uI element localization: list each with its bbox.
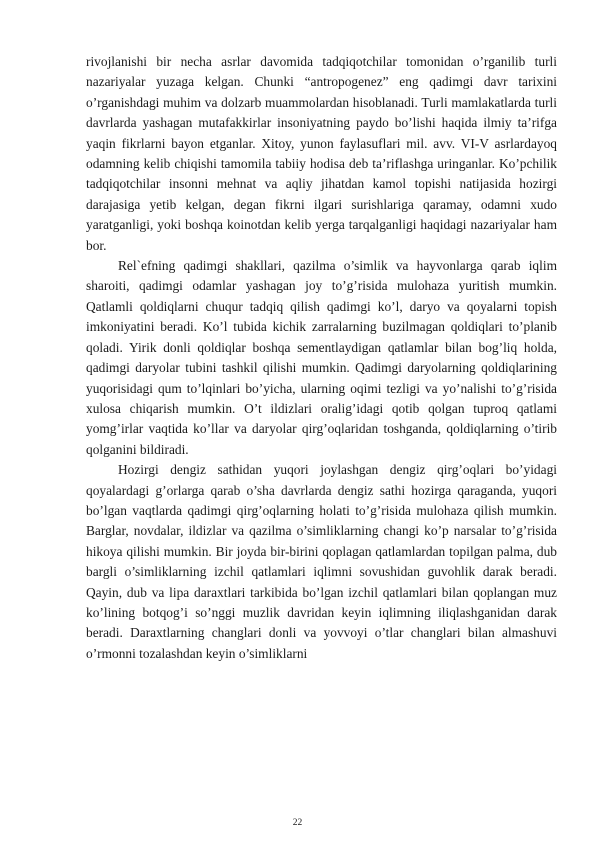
paragraph-3: Hozirgi dengiz sathidan yuqori joylashgan dengiz qirg’oqlari bo’yidagi qoyalardagi g’orlarga qarab o’sha davrlarda dengiz sathi hozirga qaraganda, yuqori bo’lgan vaqtlarda qadimgi qirg’oqlarning holati to’g’risida mulohaza qilish mumkin. Barglar, novdalar, ildizlar va qazilma o’simliklarning changi ko’p narsalar to’g’risida hikoya qilishi mumkin. Bir joyda bir-birini qoplagan qatlamlardan topilgan palma, dub bargli o’simliklarning izchil qatlamlari iqlimni sovushidan guvohlik darak beradi. Qayin, dub va lipa daraxtlari tarkibida bo’lgan izchil qatlamlari bilan qoplangan muz ko’lining botqog’i so’nggi muzlik davridan keyin iqlimning iliqlashganidan darak beradi. Daraxtlarning changlari donli va yovvoyi o’tlar changlari bilan almashuvi o’rmonni tozalashdan keyin o’simliklarni (86, 462, 557, 661)
page-number: 22 (292, 818, 303, 828)
paragraph-1: rivojlanishi bir necha asrlar davomida tadqiqotchilar tomonidan o’rganilib turli nazariyalar yuzaga kelgan. Chunki “antropogenez” eng qadimgi davr tarixini o’rganishdagi muhim va dolzarb muammolardan hisoblanadi. Turli mamlakatlarda turli davrlarda yashagan mutafakkirlar insoniyatning paydo bo’lishi haqida ilmiy ta’rifga yaqin fikrlarni bayon etganlar. Xitoy, yunon faylasuflari mil. avv. VI-V asrlardayoq odamning kelib chiqishi tamomila tabiiy hodisa deb ta’riflashga uringanlar. Ko’pchilik tadqiqotchilar insonni mehnat va aqliy jihatdan kamol topishi natijasida hozirgi darajasiga yetib kelgan, degan fikrni ilgari surishlariga qaramay, odamni xudo yaratganligi, yoki boshqa koinotdan kelib yerga tarqalganligi haqidagi nazariyalar ham bor. (86, 54, 557, 253)
document-body (86, 52, 557, 664)
paragraph-2: Rel`efning qadimgi shakllari, qazilma o’simlik va hayvonlarga qarab iqlim sharoiti, qadimgi odamlar yashagan joy to’g’risida mulohaza yuritish mumkin. Qatlamli qoldiqlarni chuqur tadqiq qilish qadimgi ko’l, daryo va qoyalarni topish imkoniyatini beradi. Ko’l tubida kichik zarralarning buzilmagan qoldiqlari to’planib qoladi. Yirik donli qoldiqlar boshqa sementlaydigan qatlamlar bilan bog’liq holda, qadimgi daryolar tubini tashkil qilishi mumkin. Qadimgi daryolarning qoldiqlarining yuqorisidagi qum to’lqinlari bo’yicha, ularning oqimi tezligi va yo’nalishi to’g’risida xulosa chiqarish mumkin. O’t ildizlari oralig’idagi qotib qolgan tuproq qatlami yomg’irlar vaqtida ko’llar va daryolar qirg’oqlaridan toshganda, qoldiqlarning o’tirib qolganini bildiradi. (86, 258, 557, 457)
